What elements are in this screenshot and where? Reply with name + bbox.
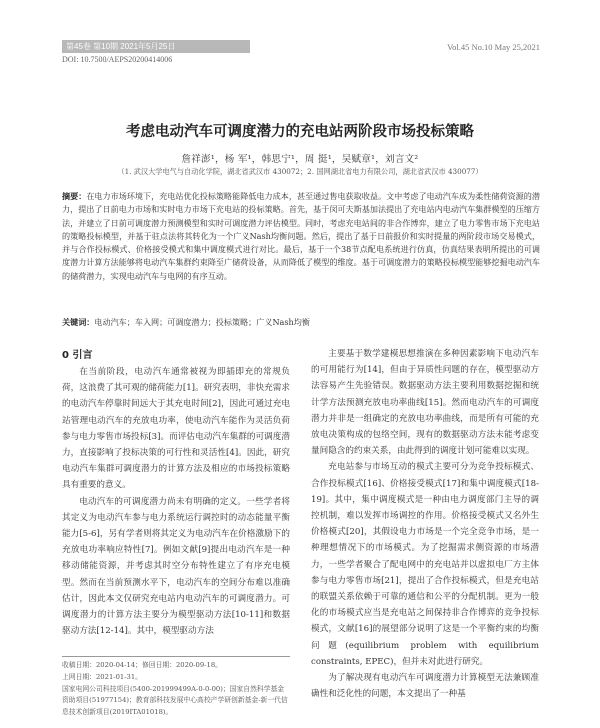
issue-bar xyxy=(62,40,250,53)
footnote: 国家电网公司科技项目(5400-201999499A-0-0-00)；国家自然科学基金资助项目(51977154)；教育部科技发展中心高校产学研创新基金-新一代信息技术创新项目(2019ITA01018)。 xyxy=(62,684,288,717)
journal-issue: Vol.45 No.10 May 25,2021 xyxy=(447,42,540,52)
paragraph: 主要基于数学建模思想推演在多种因素影响下电动汽车的可用能行为[14]，但由于异质性问题的存在，模型驱动方法容易产生先验错误。数据驱动方法主要利用数据挖掘和统计学方法预测充放电功率曲线[15]。然而电动汽车的可调度潜力并非是一组确定的充放电功率曲线，而是所有可能的充放电决策构成的包络空间，现有的数据驱动方法未能考虑变量间隐含的约束关系，由此得到的调度计划可能难以实现。 xyxy=(311,349,539,457)
keywords xyxy=(62,317,540,328)
left-column xyxy=(62,364,290,639)
keywords-text: 电动汽车；车入网；可调度潜力；投标策略；广义Nash均衡 xyxy=(94,317,310,327)
keywords-label: 关键词： xyxy=(62,317,95,327)
paragraph: 在当前阶段，电动汽车通常被视为即插即充的常规负荷，这浪费了其可观的储荷能力[1]。研究表明，非快充需求的电动汽车停靠时间远大于其充电时间[2]，因此可通过充电站管理电动汽车的充放电功率，使电动汽车能作为灵活负荷参与电力零售市场投标[3]。而评估电动汽车集群的可调度潜力，直接影响了投标决策的可行性和灵活性[4]。因此，研究电动汽车集群可调度潜力的计算方法及相应的市场投标策略具有重要的意义。 xyxy=(62,367,290,491)
issue-bar-text: 第45卷 第10期 2021年5月25日 xyxy=(66,42,176,51)
footnote: 收稿日期：2020-04-14；修回日期：2020-09-18。 xyxy=(62,661,222,669)
abstract-label: 摘要： xyxy=(62,191,87,201)
footnote: 上网日期：2021-01-31。 xyxy=(62,672,142,681)
authors: 詹祥澎¹，杨 军¹，韩思宁¹，周 挺¹，吴赋章¹，刘言文² xyxy=(181,154,419,165)
paragraph: 电动汽车的可调度潜力尚未有明确的定义。一些学者将其定义为电动汽车参与电力系统运行调控时的动态能量平衡能力[5-6]，另有学者则将其定义为电动汽车在价格激励下的充放电功率响应特性[7]。例如文献[9]提出电动汽车是一种移动储能资源，并考虑其时空分布特性建立了有序充电模型。然而在当前预测水平下，电动汽车的空间分布难以准确估计，因此本文仅研究充电站内电动汽车的可调度潜力。可调度潜力的计算方法主要分为模型驱动方法[10-11]和数据驱动方法[12-14]。其中，模型驱动方法 xyxy=(62,496,290,637)
right-column xyxy=(311,346,539,702)
section-heading: 0 引言 xyxy=(62,350,93,361)
doi: DOI: 10.7500/AEPS20200414006 xyxy=(62,55,173,64)
footnote-divider xyxy=(62,656,290,657)
paragraph: 充电站参与市场互动的模式主要可分为竞争投标模式、合作投标模式[16]、价格接受模式[17]和集中调度模式[18-19]。其中，集中调度模式是一种由电力调度部门主导的调控机制，难以发挥市场调控的作用。价格接受模式又名外生价格模式[20]，其假设电力市场是一个完全竞争市场，是一种理想情况下的市场模式。为了挖掘需求侧资源的市场潜力，一些学者聚合了配电网中的充电站并以虚拟电厂方主体参与电力零售市场[21]，提出了合作投标模式，但是充电站的联盟关系依赖于可靠的通信和公平的分配机制。更为一般化的市场模式应当是充电站之间保持非合作博弈的竞争投标模式，文献[16]的展望部分说明了这是一个平衡约束的均衡问题(equilibrium problem with equilibrium constraints, EPEC)，但并未对此进行研究。 xyxy=(311,462,539,667)
abstract xyxy=(62,190,540,283)
paragraph: 为了解决现有电动汽车可调度潜力计算模型无法兼顾准确性和泛化性的问题，本文提出了一种基 xyxy=(311,673,539,700)
affiliations: （1. 武汉大学电气与自动化学院，湖北省武汉市 430072；2. 国网湖北省电力有限公司，湖北省武汉市 430077） xyxy=(117,167,483,176)
abstract-text: 在电力市场环境下，充电站优化投标策略能降低电力成本，甚至通过售电获取收益。文中考虑了电动汽车成为柔性储荷资源的潜力，提出了日前电力市场和实时电力市场下充电站的投标策略。首先，基于闵可夫斯基加法提出了充电站内电动汽车集群模型的压缩方法，并建立了日前可调度潜力预测模型和实时可调度潜力评估模型。同时，考虑充电站间的非合作博弈，建立了电力零售市场下充电站的策略投标模型，并基于驻点法将其转化为一个广义Nash均衡问题。然后，提出了基于日前报价和实时提量的两阶段市场交易模式，并与合作投标模式、价格接受模式和集中调度模式进行对比。最后，基于一个38节点配电系统进行仿真，仿真结果表明所提出的可调度潜力计算方法能够将电动汽车集群约束降至广储荷设备，从而降低了模型的维度。基于可调度潜力的策略投标模型能够挖掘电动汽车的储荷潜力，实现电动汽车与电网的有序互动。 xyxy=(62,191,540,281)
footnotes xyxy=(62,660,290,719)
paper-title: 考虑电动汽车可调度潜力的充电站两阶段市场投标策略 xyxy=(126,124,474,140)
